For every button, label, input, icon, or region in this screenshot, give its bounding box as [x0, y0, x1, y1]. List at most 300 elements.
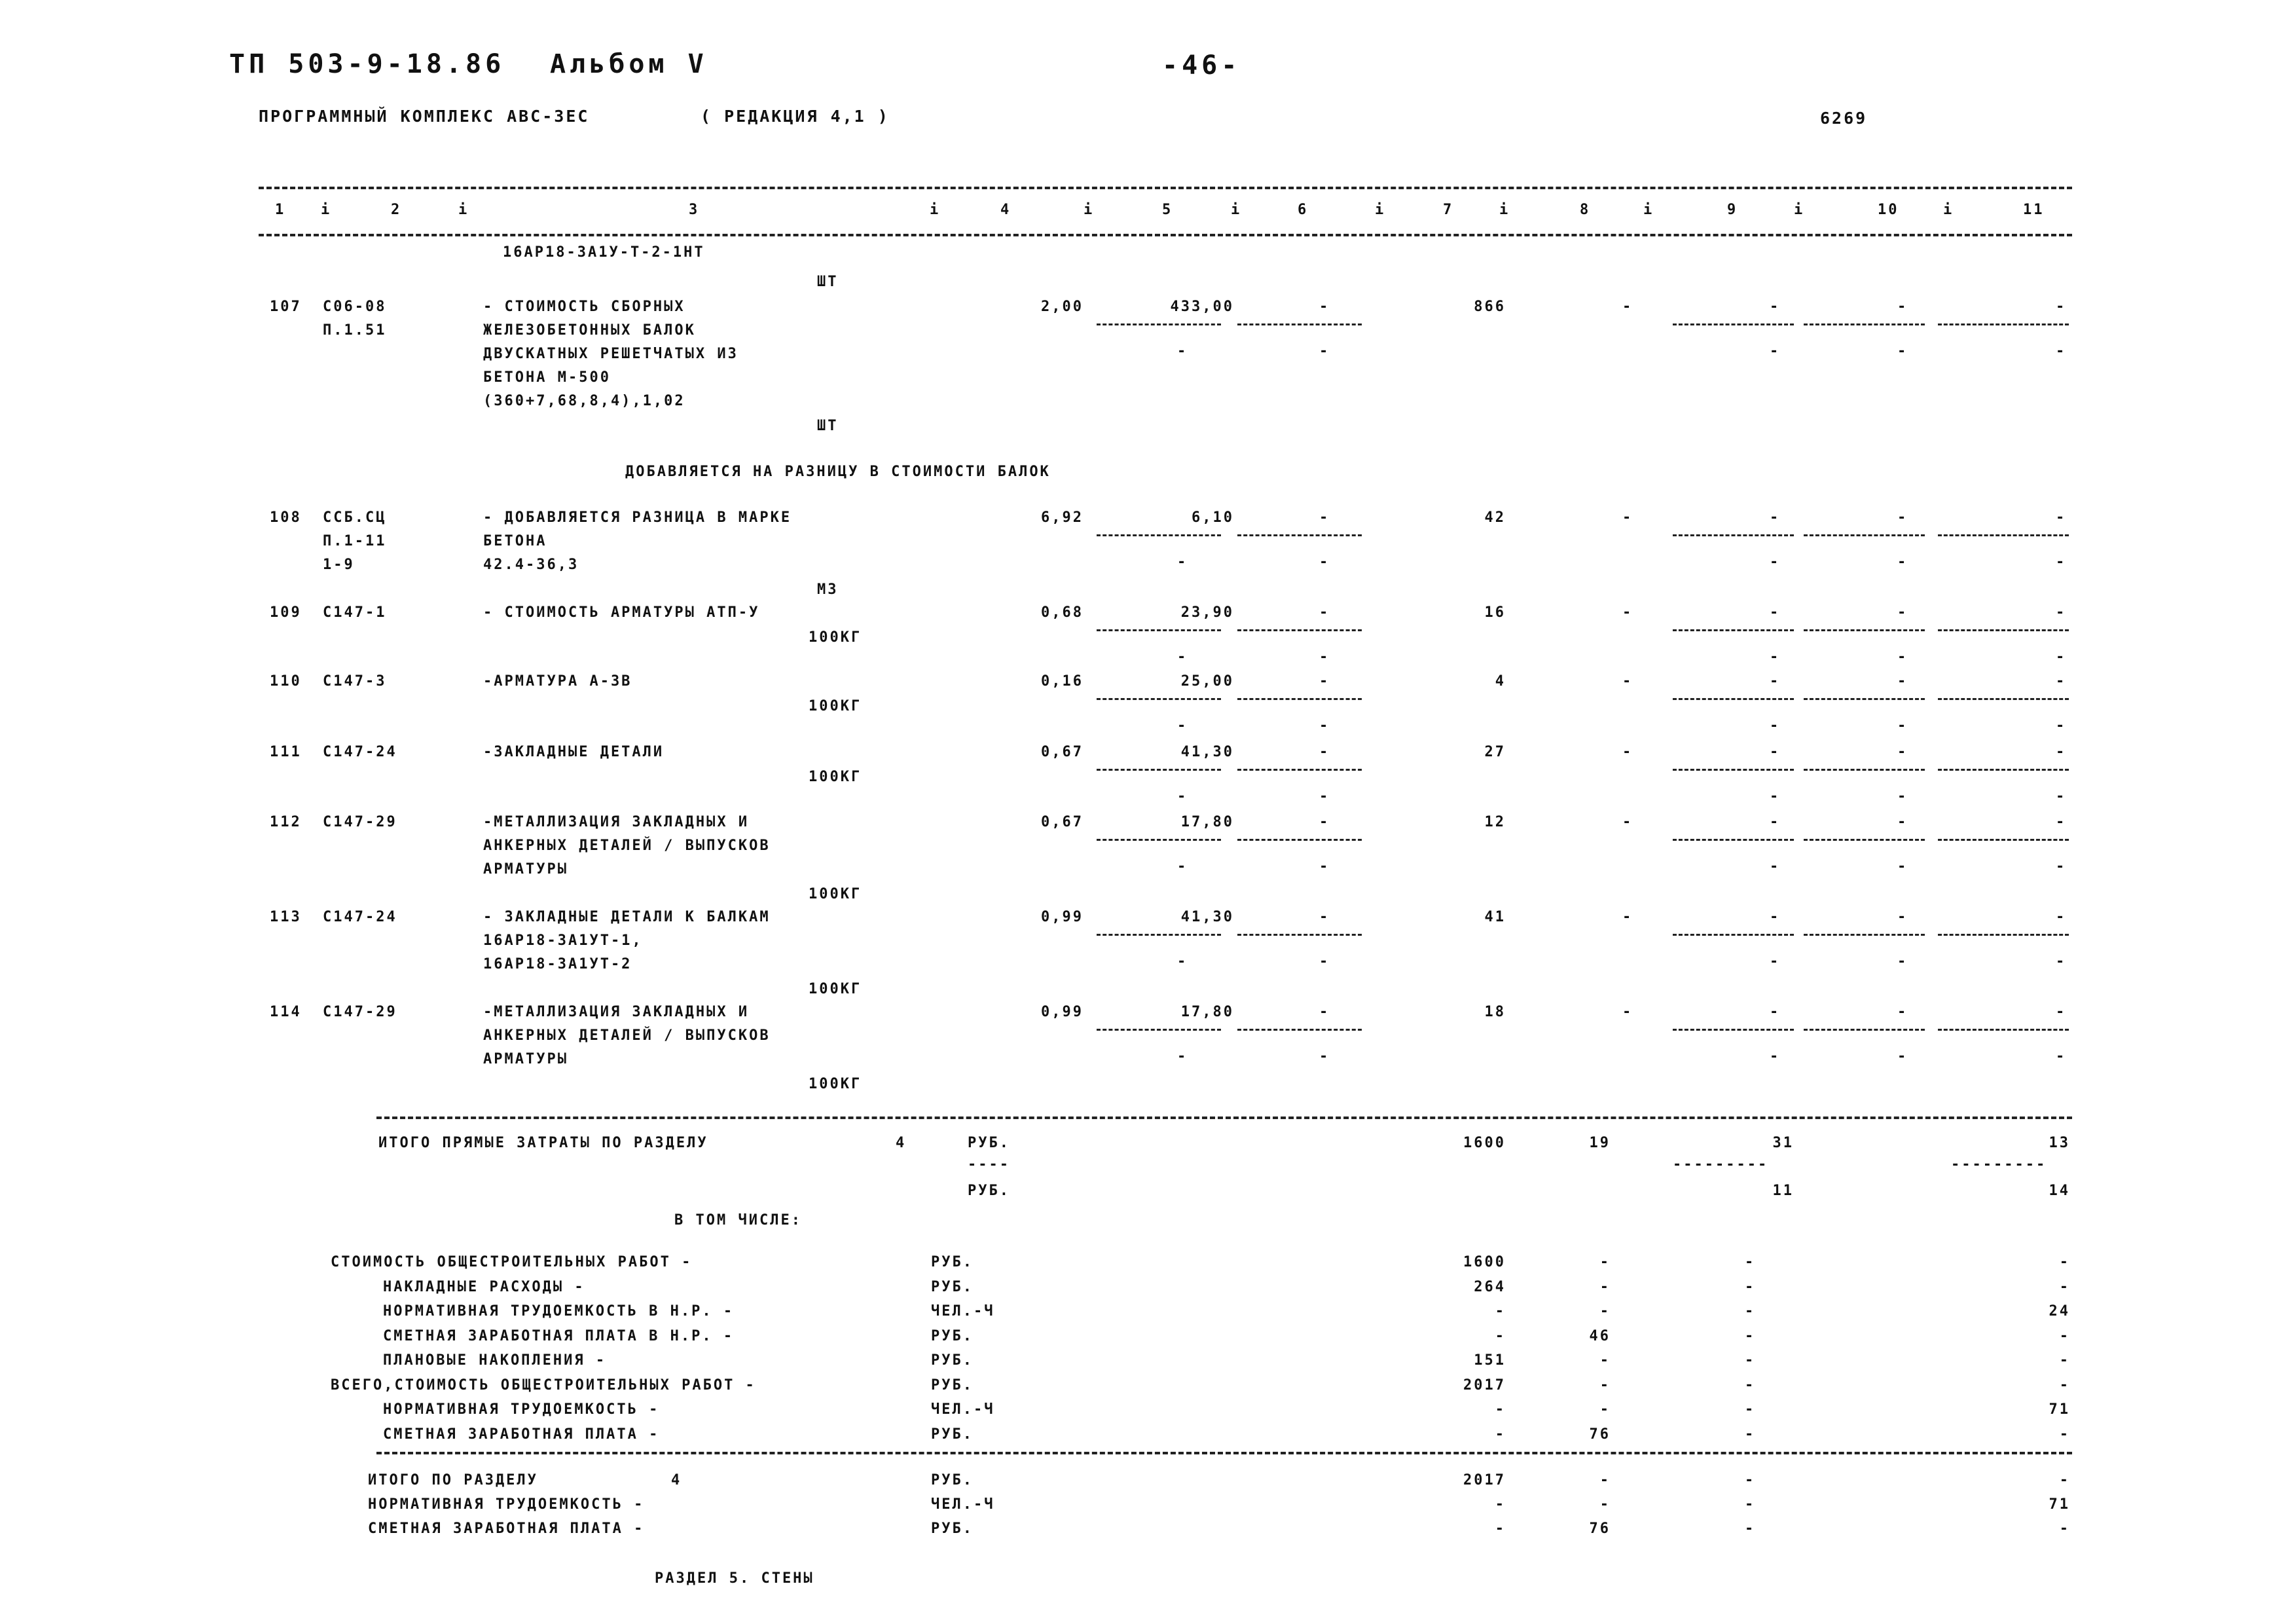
breakdown-c7: 2017 [1463, 1376, 1506, 1393]
column-separator: i [1375, 202, 1386, 218]
total-cost: 42 [1484, 509, 1506, 526]
secondary-value: - [1319, 858, 1330, 875]
breakdown-c9: - [1745, 1254, 1756, 1270]
column-separator: i [930, 202, 941, 218]
sub-rule [1804, 698, 1925, 700]
column-header-5: 5 [1162, 202, 1173, 218]
section-total-c11: - [2059, 1521, 2070, 1537]
secondary-value: - [1319, 343, 1330, 360]
column-10-value: - [1897, 744, 1908, 760]
sub-rule [1097, 323, 1221, 325]
column-9-value: - [1770, 909, 1781, 925]
price-code: С06-08 [323, 299, 387, 315]
direct-costs-c9-dashes: --------- [1673, 1156, 1769, 1173]
sheet-code: 6269 [1820, 109, 1868, 128]
section-total-c9: - [1745, 1496, 1756, 1513]
column-8-value: - [1622, 909, 1633, 925]
column-6-value: - [1319, 1004, 1330, 1020]
direct-costs-c9-top: 31 [1772, 1135, 1794, 1151]
direct-costs-c11-dashes: --------- [1951, 1156, 2047, 1173]
column-10-value: - [1897, 604, 1908, 621]
sub-rule [1804, 1029, 1925, 1031]
sub-rule [1237, 839, 1362, 841]
sub-rule [1938, 1029, 2069, 1031]
breakdown-c7: - [1495, 1303, 1506, 1320]
breakdown-label: СМЕТНАЯ ЗАРАБОТНАЯ ПЛАТА - [383, 1426, 660, 1443]
secondary-value: - [1897, 1048, 1908, 1065]
direct-costs-label: ИТОГО ПРЯМЫЕ ЗАТРАТЫ ПО РАЗДЕЛУ [378, 1135, 708, 1151]
column-11-value: - [2056, 509, 2067, 526]
sub-rule [1237, 769, 1362, 771]
sub-rule [1097, 839, 1221, 841]
secondary-value: - [2056, 788, 2067, 805]
sub-rule [1938, 629, 2069, 631]
table-header-rule [259, 234, 2072, 236]
section-note: ДОБАВЛЯЕТСЯ НА РАЗНИЦУ В СТОИМОСТИ БАЛОК [625, 464, 1051, 480]
breakdown-unit: РУБ. [931, 1376, 974, 1393]
column-10-value: - [1897, 814, 1908, 830]
sub-rule [1237, 534, 1362, 536]
price-code: С147-1 [323, 604, 387, 621]
column-6-value: - [1319, 744, 1330, 760]
program-name: ПРОГРАММНЫЙ КОМПЛЕКС АВС-ЗЕС [259, 107, 590, 126]
work-description: 16АР18-3А1УТ-1, [483, 932, 643, 949]
sub-rule [1237, 1029, 1362, 1031]
column-9-value: - [1770, 814, 1781, 830]
breakdown-c11: 24 [2049, 1303, 2070, 1320]
column-separator: i [1499, 202, 1510, 218]
sub-rule [1237, 629, 1362, 631]
work-description: -АРМАТУРА А-3В [483, 673, 632, 690]
work-description: АРМАТУРЫ [483, 861, 568, 877]
direct-costs-unit-2: РУБ. [968, 1183, 1010, 1199]
page-number: -46- [1162, 50, 1241, 81]
column-10-value: - [1897, 509, 1908, 526]
total-cost: 41 [1484, 909, 1506, 925]
secondary-value: - [1897, 649, 1908, 665]
sub-rule [1804, 934, 1925, 936]
secondary-value: - [1177, 554, 1188, 570]
breakdown-c7: - [1495, 1327, 1506, 1344]
direct-costs-c11-bottom: 14 [2049, 1183, 2070, 1199]
total-cost: 12 [1484, 814, 1506, 830]
column-8-value: - [1622, 744, 1633, 760]
total-cost: 27 [1484, 744, 1506, 760]
quantity: 0,68 [1041, 604, 1084, 621]
column-header-3: 3 [689, 202, 700, 218]
breakdown-c8: - [1599, 1352, 1611, 1369]
unit-of-measure: 100КГ [809, 698, 862, 714]
next-section-heading: РАЗДЕЛ 5. СТЕНЫ [655, 1570, 814, 1587]
secondary-value: - [1897, 788, 1908, 805]
breakdown-c8: 76 [1589, 1426, 1611, 1443]
breakdown-c9: - [1745, 1327, 1756, 1344]
price-code: 1-9 [323, 557, 355, 573]
column-separator: i [1794, 202, 1805, 218]
work-description: -ЗАКЛАДНЫЕ ДЕТАЛИ [483, 744, 665, 760]
column-8-value: - [1622, 509, 1633, 526]
quantity: 0,67 [1041, 814, 1084, 830]
breakdown-c11: - [2059, 1376, 2070, 1393]
work-description: АРМАТУРЫ [483, 1051, 568, 1067]
column-separator: i [1084, 202, 1095, 218]
unit-price: 41,30 [1180, 909, 1234, 925]
price-code: С147-24 [323, 909, 397, 925]
breakdown-c11: - [2059, 1278, 2070, 1295]
unit-price: 6,10 [1192, 509, 1234, 526]
column-11-value: - [2056, 1004, 2067, 1020]
album-label: Альбом V [550, 49, 708, 79]
column-8-value: - [1622, 814, 1633, 830]
secondary-value: - [1770, 718, 1781, 734]
column-10-value: - [1897, 1004, 1908, 1020]
breakdown-unit: РУБ. [931, 1352, 974, 1369]
sub-rule [1804, 629, 1925, 631]
breakdown-c9: - [1745, 1401, 1756, 1418]
breakdown-c7: - [1495, 1426, 1506, 1443]
secondary-value: - [1177, 788, 1188, 805]
column-8-value: - [1622, 604, 1633, 621]
unit-of-measure: ШТ [817, 274, 839, 290]
section-total-c7: - [1495, 1521, 1506, 1537]
price-code: С147-29 [323, 814, 397, 830]
sub-rule [1938, 698, 2069, 700]
column-6-value: - [1319, 604, 1330, 621]
secondary-value: - [1319, 1048, 1330, 1065]
quantity: 0,16 [1041, 673, 1084, 690]
breakdown-c9: - [1745, 1352, 1756, 1369]
breakdown-unit: РУБ. [931, 1254, 974, 1270]
work-description: - СТОИМОСТЬ АРМАТУРЫ АТП-У [483, 604, 760, 621]
document-code: ТП 503-9-18.86 [229, 49, 505, 79]
column-10-value: - [1897, 673, 1908, 690]
sub-rule [1673, 1029, 1794, 1031]
column-separator: i [1943, 202, 1954, 218]
work-description: АНКЕРНЫХ ДЕТАЛЕЙ / ВЫПУСКОВ [483, 838, 771, 854]
breakdown-c8: - [1599, 1376, 1611, 1393]
unit-price: 41,30 [1180, 744, 1234, 760]
price-code: ССБ.СЦ [323, 509, 387, 526]
section-total-c11: 71 [2049, 1496, 2070, 1513]
secondary-value: - [1770, 858, 1781, 875]
work-description: ДВУСКАТНЫХ РЕШЕТЧАТЫХ ИЗ [483, 346, 738, 362]
column-header-4: 4 [1000, 202, 1011, 218]
column-separator: i [321, 202, 332, 218]
secondary-value: - [1177, 343, 1188, 360]
sub-rule [1097, 769, 1221, 771]
breakdown-c9: - [1745, 1303, 1756, 1320]
table-top-rule [259, 187, 2072, 189]
column-11-value: - [2056, 604, 2067, 621]
section-total-c8: - [1599, 1496, 1611, 1513]
total-cost: 866 [1474, 299, 1506, 315]
secondary-value: - [1897, 343, 1908, 360]
breakdown-c8: 46 [1589, 1327, 1611, 1344]
work-description: БЕТОНА М-500 [483, 369, 611, 386]
secondary-value: - [1897, 718, 1908, 734]
sub-rule [1097, 534, 1221, 536]
section-total-unit: РУБ. [931, 1521, 974, 1537]
quantity: 6,92 [1041, 509, 1084, 526]
unit-of-measure: 100КГ [809, 1076, 862, 1092]
secondary-value: - [2056, 343, 2067, 360]
work-description: АНКЕРНЫХ ДЕТАЛЕЙ / ВЫПУСКОВ [483, 1027, 771, 1044]
breakdown-unit: РУБ. [931, 1327, 974, 1344]
direct-costs-c11-top: 13 [2049, 1135, 2070, 1151]
column-11-value: - [2056, 673, 2067, 690]
sub-rule [1938, 839, 2069, 841]
work-description: БЕТОНА [483, 533, 547, 549]
breakdown-c7: 151 [1474, 1352, 1506, 1369]
direct-costs-section-no: 4 [896, 1135, 907, 1151]
secondary-value: - [1770, 343, 1781, 360]
column-9-value: - [1770, 604, 1781, 621]
sub-rule [1673, 629, 1794, 631]
secondary-value: - [1319, 788, 1330, 805]
secondary-value: - [1177, 1048, 1188, 1065]
sub-rule [1097, 629, 1221, 631]
secondary-value: - [1319, 554, 1330, 570]
sub-rule [1804, 839, 1925, 841]
continued-item-text: 16АР18-3А1У-Т-2-1НТ [503, 244, 705, 261]
breakdown-c7: 1600 [1463, 1254, 1506, 1270]
breakdown-unit: РУБ. [931, 1278, 974, 1295]
column-9-value: - [1770, 299, 1781, 315]
secondary-value: - [1770, 649, 1781, 665]
breakdown-unit: ЧЕЛ.-Ч [931, 1401, 995, 1418]
breakdown-c11: - [2059, 1352, 2070, 1369]
secondary-value: - [1897, 953, 1908, 970]
total-cost: 18 [1484, 1004, 1506, 1020]
breakdown-c11: - [2059, 1327, 2070, 1344]
breakdown-label: НОРМАТИВНАЯ ТРУДОЕМКОСТЬ - [383, 1401, 660, 1418]
breakdown-c8: - [1599, 1401, 1611, 1418]
column-header-7: 7 [1443, 202, 1454, 218]
sub-rule [1938, 934, 2069, 936]
quantity: 0,99 [1041, 909, 1084, 925]
row-number: 107 [270, 299, 302, 315]
unit-price: 23,90 [1180, 604, 1234, 621]
sub-rule [1097, 1029, 1221, 1031]
work-description: - СТОИМОСТЬ СБОРНЫХ [483, 299, 685, 315]
work-description: - ЗАКЛАДНЫЕ ДЕТАЛИ К БАЛКАМ [483, 909, 771, 925]
column-11-value: - [2056, 814, 2067, 830]
column-header-1: 1 [275, 202, 286, 218]
secondary-value: - [1319, 718, 1330, 734]
sub-rule [1237, 934, 1362, 936]
secondary-value: - [2056, 718, 2067, 734]
secondary-value: - [1770, 554, 1781, 570]
direct-costs-c8: 19 [1589, 1135, 1611, 1151]
column-6-value: - [1319, 673, 1330, 690]
breakdown-c11: - [2059, 1426, 2070, 1443]
section-total-c8: - [1599, 1472, 1611, 1488]
sub-rule [1237, 323, 1362, 325]
column-9-value: - [1770, 509, 1781, 526]
price-code: С147-24 [323, 744, 397, 760]
unit-price: 17,80 [1180, 814, 1234, 830]
section-total-c7: 2017 [1463, 1472, 1506, 1488]
price-code: П.1.51 [323, 322, 387, 339]
sub-rule [1673, 934, 1794, 936]
secondary-value: - [1897, 858, 1908, 875]
unit-of-measure: 100КГ [809, 769, 862, 785]
sub-rule [1938, 534, 2069, 536]
sub-rule [1804, 323, 1925, 325]
column-8-value: - [1622, 1004, 1633, 1020]
column-separator: i [1643, 202, 1654, 218]
column-11-value: - [2056, 744, 2067, 760]
unit-of-measure: 100КГ [809, 629, 862, 646]
breakdown-c8: - [1599, 1278, 1611, 1295]
section-total-label: СМЕТНАЯ ЗАРАБОТНАЯ ПЛАТА - [368, 1521, 645, 1537]
unit-of-measure: ШТ [817, 418, 839, 434]
sub-rule [1237, 698, 1362, 700]
secondary-value: - [2056, 1048, 2067, 1065]
column-header-9: 9 [1727, 202, 1738, 218]
work-description: -МЕТАЛЛИЗАЦИЯ ЗАКЛАДНЫХ И [483, 1004, 750, 1020]
breakdown-c8: - [1599, 1254, 1611, 1270]
sub-rule [1097, 698, 1221, 700]
breakdown-c11: 71 [2049, 1401, 2070, 1418]
row-number: 111 [270, 744, 302, 760]
section-total-label: ИТОГО ПО РАЗДЕЛУ [368, 1472, 538, 1488]
breakdown-c8: - [1599, 1303, 1611, 1320]
column-header-10: 10 [1878, 202, 1899, 218]
quantity: 0,99 [1041, 1004, 1084, 1020]
section-total-c8: 76 [1589, 1521, 1611, 1537]
sub-rule [1938, 323, 2069, 325]
breakdown-c11: - [2059, 1254, 2070, 1270]
row-number: 109 [270, 604, 302, 621]
unit-of-measure: М3 [817, 581, 839, 598]
work-description: 16АР18-3А1УТ-2 [483, 956, 632, 972]
column-8-value: - [1622, 299, 1633, 315]
direct-costs-unit-dashes: ---- [968, 1156, 1010, 1173]
secondary-value: - [1319, 649, 1330, 665]
unit-price: 25,00 [1180, 673, 1234, 690]
column-6-value: - [1319, 909, 1330, 925]
price-code: С147-29 [323, 1004, 397, 1020]
column-separator: i [458, 202, 469, 218]
quantity: 0,67 [1041, 744, 1084, 760]
section-number: 4 [671, 1472, 682, 1488]
breakdown-label: СМЕТНАЯ ЗАРАБОТНАЯ ПЛАТА В Н.Р. - [383, 1327, 735, 1344]
unit-of-measure: 100КГ [809, 981, 862, 997]
sub-rule [1673, 769, 1794, 771]
secondary-value: - [1770, 953, 1781, 970]
column-header-8: 8 [1580, 202, 1591, 218]
row-number: 110 [270, 673, 302, 690]
totals-rule [376, 1116, 2072, 1119]
section-total-unit: РУБ. [931, 1472, 974, 1488]
work-description: ЖЕЛЕЗОБЕТОННЫХ БАЛОК [483, 322, 696, 339]
sub-rule [1938, 769, 2069, 771]
column-11-value: - [2056, 909, 2067, 925]
secondary-value: - [1770, 1048, 1781, 1065]
secondary-value: - [1770, 788, 1781, 805]
section-total-unit: ЧЕЛ.-Ч [931, 1496, 995, 1513]
work-description: (360+7,68,8,4),1,02 [483, 393, 685, 409]
section-total-c9: - [1745, 1472, 1756, 1488]
secondary-value: - [1177, 953, 1188, 970]
sub-rule [1804, 769, 1925, 771]
section-totals-rule [376, 1452, 2072, 1454]
direct-costs-unit: РУБ. [968, 1135, 1010, 1151]
work-description: 42.4-36,3 [483, 557, 579, 573]
unit-price: 17,80 [1180, 1004, 1234, 1020]
sub-rule [1673, 698, 1794, 700]
section-total-c11: - [2059, 1472, 2070, 1488]
sub-rule [1673, 534, 1794, 536]
row-number: 114 [270, 1004, 302, 1020]
secondary-value: - [2056, 953, 2067, 970]
breakdown-c9: - [1745, 1426, 1756, 1443]
price-code: С147-3 [323, 673, 387, 690]
column-11-value: - [2056, 299, 2067, 315]
breakdown-label: НОРМАТИВНАЯ ТРУДОЕМКОСТЬ В Н.Р. - [383, 1303, 735, 1320]
unit-of-measure: 100КГ [809, 886, 862, 902]
quantity: 2,00 [1041, 299, 1084, 315]
in-that-heading: В ТОМ ЧИСЛЕ: [674, 1212, 802, 1228]
column-separator: i [1231, 202, 1242, 218]
column-6-value: - [1319, 814, 1330, 830]
row-number: 108 [270, 509, 302, 526]
breakdown-c9: - [1745, 1278, 1756, 1295]
section-total-c7: - [1495, 1496, 1506, 1513]
work-description: -МЕТАЛЛИЗАЦИЯ ЗАКЛАДНЫХ И [483, 814, 750, 830]
total-cost: 4 [1495, 673, 1506, 690]
secondary-value: - [2056, 649, 2067, 665]
sub-rule [1097, 934, 1221, 936]
breakdown-unit: ЧЕЛ.-Ч [931, 1303, 995, 1320]
section-total-c9: - [1745, 1521, 1756, 1537]
row-number: 113 [270, 909, 302, 925]
column-10-value: - [1897, 299, 1908, 315]
secondary-value: - [2056, 858, 2067, 875]
column-9-value: - [1770, 744, 1781, 760]
column-header-2: 2 [391, 202, 402, 218]
edition-label: ( РЕДАКЦИЯ 4,1 ) [701, 107, 890, 126]
secondary-value: - [2056, 554, 2067, 570]
breakdown-label: СТОИМОСТЬ ОБЩЕСТРОИТЕЛЬНЫХ РАБОТ - [331, 1254, 693, 1270]
column-6-value: - [1319, 299, 1330, 315]
direct-costs-c7: 1600 [1463, 1135, 1506, 1151]
secondary-value: - [1319, 953, 1330, 970]
breakdown-c7: - [1495, 1401, 1506, 1418]
secondary-value: - [1177, 858, 1188, 875]
row-number: 112 [270, 814, 302, 830]
unit-price: 433,00 [1170, 299, 1234, 315]
column-8-value: - [1622, 673, 1633, 690]
breakdown-label: НАКЛАДНЫЕ РАСХОДЫ - [383, 1278, 585, 1295]
column-6-value: - [1319, 509, 1330, 526]
section-total-label: НОРМАТИВНАЯ ТРУДОЕМКОСТЬ - [368, 1496, 645, 1513]
direct-costs-c9-bottom: 11 [1772, 1183, 1794, 1199]
total-cost: 16 [1484, 604, 1506, 621]
column-9-value: - [1770, 1004, 1781, 1020]
column-9-value: - [1770, 673, 1781, 690]
breakdown-c7: 264 [1474, 1278, 1506, 1295]
column-10-value: - [1897, 909, 1908, 925]
sub-rule [1804, 534, 1925, 536]
work-description: - ДОБАВЛЯЕТСЯ РАЗНИЦА В МАРКЕ [483, 509, 792, 526]
breakdown-c9: - [1745, 1376, 1756, 1393]
breakdown-unit: РУБ. [931, 1426, 974, 1443]
sub-rule [1673, 839, 1794, 841]
secondary-value: - [1177, 649, 1188, 665]
breakdown-label: ПЛАНОВЫЕ НАКОПЛЕНИЯ - [383, 1352, 607, 1369]
